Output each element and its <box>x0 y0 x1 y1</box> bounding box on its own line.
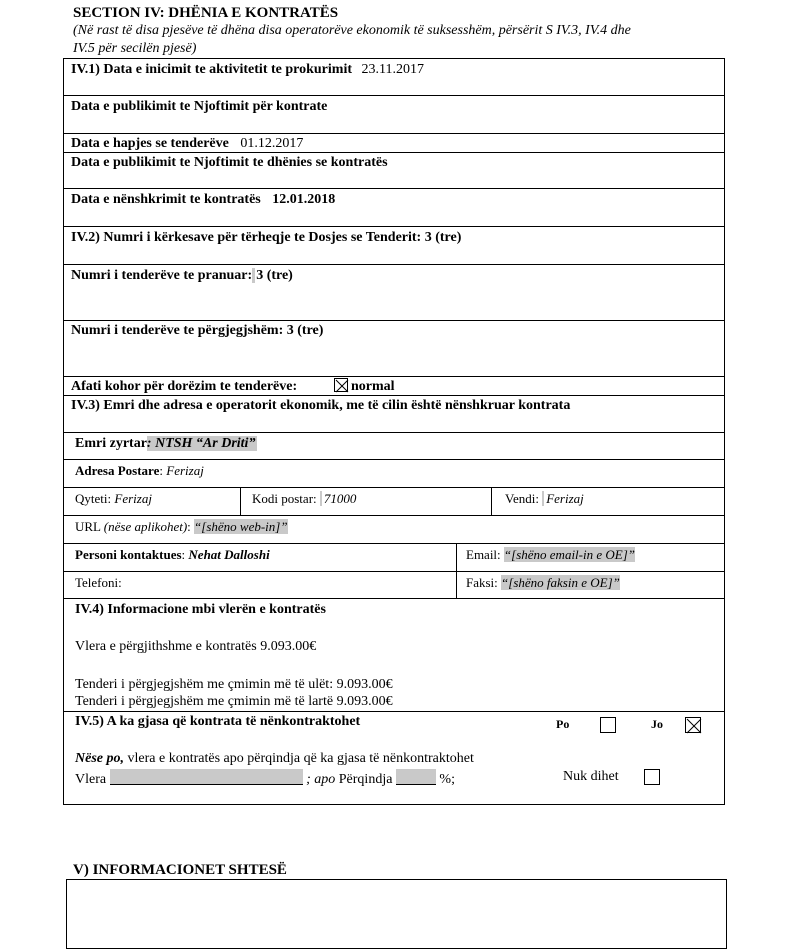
row-divider <box>63 432 725 433</box>
fax-label: Faksi: <box>466 575 498 590</box>
row-divider <box>63 487 725 488</box>
percent-sign: %; <box>439 772 455 787</box>
highest-price-label: Tenderi i përgjegjshëm me çmimin më të lartë <box>75 694 334 709</box>
value-label: Vlera <box>75 772 107 787</box>
row-divider <box>63 711 725 712</box>
row-divider <box>63 133 725 134</box>
iv3-label: IV.3) Emri dhe adresa e operatorit ekonomik, me të cilin është nënshkruar kontrata <box>71 398 571 413</box>
total-value-label: Vlera e përgjithshme e kontratës <box>75 639 257 654</box>
checkbox-x-icon <box>335 379 349 393</box>
phone-label: Telefoni: <box>75 575 122 590</box>
section-v-title: V) INFORMACIONET SHTESË <box>73 862 287 878</box>
row-divider <box>63 95 725 96</box>
yes-checkbox[interactable] <box>600 717 616 733</box>
postal-code-value: 71000 <box>320 491 357 506</box>
row-divider <box>63 459 725 460</box>
official-name-text: NTSH “Ar Driti” <box>155 436 256 451</box>
row-divider <box>63 376 725 377</box>
value-input[interactable] <box>110 769 303 785</box>
if-yes-text: vlera e kontratës apo përqindja që ka gjasa të nënkontraktohet <box>127 751 474 766</box>
iv2-label: IV.2) Numri i kërkesave për tërheqje te Dosjes se Tenderit: 3 (tre) <box>71 230 462 245</box>
unknown-label: Nuk dihet <box>563 769 619 784</box>
opening-value: 01.12.2017 <box>240 136 304 151</box>
country-label: Vendi <box>505 491 536 506</box>
iv1-row <box>71 62 424 78</box>
additional-info-box[interactable] <box>66 879 727 949</box>
row-divider <box>63 543 725 544</box>
country-value: Ferizaj <box>542 491 584 506</box>
email-row <box>466 547 635 563</box>
city-row: Qyteti: Ferizaj <box>75 491 152 506</box>
highest-price-value: 9.093.00€ <box>336 694 393 709</box>
official-name-row <box>75 436 257 452</box>
postal-code-label: Kodi postar <box>252 491 314 506</box>
opening-row <box>71 136 303 152</box>
lowest-price-value: 9.093.00€ <box>336 677 393 692</box>
section-title: SECTION IV: DHËNIA E KONTRATËS <box>73 5 339 21</box>
deadline-label: Afati kohor për dorëzim te tenderëve: <box>71 379 298 394</box>
city-label: Qyteti <box>75 491 108 506</box>
lowest-price-row <box>75 677 393 693</box>
url-label: URL <box>75 519 101 534</box>
signing-value: 12.01.2018 <box>272 192 336 207</box>
received-value: 3 (tre) <box>252 268 293 283</box>
contact-row: Personi kontaktues: Nehat Dalloshi <box>75 547 270 562</box>
iv5-label: IV.5) A ka gjasa që kontrata të nënkontraktohet <box>75 714 361 729</box>
fax-row <box>466 575 620 591</box>
row-divider <box>63 320 725 321</box>
total-value-row <box>75 639 316 655</box>
responsive-label: Numri i tenderëve te përgjegjshëm: 3 (tre) <box>71 323 324 338</box>
total-value: 9.093.00€ <box>260 639 317 654</box>
row-divider <box>63 395 725 396</box>
percent-label: Përqindja <box>338 772 393 787</box>
row-divider <box>63 152 725 153</box>
row-divider <box>63 264 725 265</box>
official-name-colon: : <box>146 436 156 451</box>
row-divider <box>63 188 725 189</box>
official-name-value <box>147 436 258 451</box>
checkbox-x-icon <box>686 718 702 734</box>
opening-label: Data e hapjes se tenderëve <box>71 136 229 151</box>
deadline-normal-checkbox[interactable] <box>334 378 348 392</box>
deadline-row <box>71 379 297 395</box>
official-name-label: Emri zyrtar <box>75 436 147 451</box>
unknown-checkbox[interactable] <box>644 769 660 785</box>
iv1-label: IV.1) Data e inicimit te aktivitetit te prokurimit <box>71 62 352 77</box>
deadline-value: normal <box>351 379 395 394</box>
contact-value: Nehat Dalloshi <box>188 547 270 562</box>
if-yes-row <box>75 751 474 767</box>
received-label: Numri i tenderëve te pranuar: <box>71 268 253 283</box>
email-value: “[shëno email-in e OE]” <box>503 547 636 562</box>
postal-address-row: Adresa Postare: Ferizaj <box>75 463 204 478</box>
row-divider <box>63 571 725 572</box>
row-divider <box>63 515 725 516</box>
url-value: “[shëno web-in]” <box>194 519 288 534</box>
cell-divider <box>456 543 457 598</box>
lowest-price-label: Tenderi i përgjegjshëm me çmimin më të ulët: <box>75 677 334 692</box>
yes-label: Po <box>556 717 570 731</box>
postal-address-value: Ferizaj <box>166 463 204 478</box>
no-checkbox[interactable] <box>685 717 701 733</box>
signing-label: Data e nënshkrimit te kontratës <box>71 192 261 207</box>
iv1-value: 23.11.2017 <box>361 62 424 77</box>
country-row: Vendi: Ferizaj <box>505 491 584 506</box>
signing-row <box>71 192 335 208</box>
received-row <box>71 268 293 284</box>
if-yes-label: Nëse po, <box>75 751 124 766</box>
email-label: Email: <box>466 547 501 562</box>
section-note-line1: (Në rast të disa pjesëve të dhëna disa operatorëve ekonomik të suksesshëm, përsërit S IV.3, IV.4 dhe <box>73 23 631 38</box>
section-note-line2: IV.5 për secilën pjesë) <box>73 41 197 56</box>
cell-divider <box>240 487 241 515</box>
cell-divider <box>491 487 492 515</box>
postal-address-label: Adresa Postare <box>75 463 160 478</box>
url-row: URL (nëse aplikohet): “[shëno web-in]” <box>75 519 288 534</box>
postal-code-row: Kodi postar: 71000 <box>252 491 357 506</box>
row-divider <box>63 598 725 599</box>
url-note: (nëse aplikohet) <box>103 519 188 534</box>
row-divider <box>63 226 725 227</box>
no-label: Jo <box>651 717 663 731</box>
award-publication-label: Data e publikimit te Njoftimit te dhënies se kontratës <box>71 155 388 170</box>
city-value: Ferizaj <box>114 491 152 506</box>
highest-price-row <box>75 694 393 710</box>
publication-notice-label: Data e publikimit te Njoftimit për kontrate <box>71 99 328 114</box>
percent-input[interactable] <box>396 769 436 785</box>
fax-value: “[shëno faksin e OE]” <box>501 575 620 590</box>
iv4-label: IV.4) Informacione mbi vlerën e kontratës <box>75 602 326 617</box>
value-percent-row <box>75 769 455 788</box>
or-label: ; apo <box>306 772 336 787</box>
contact-label: Personi kontaktues <box>75 547 182 562</box>
